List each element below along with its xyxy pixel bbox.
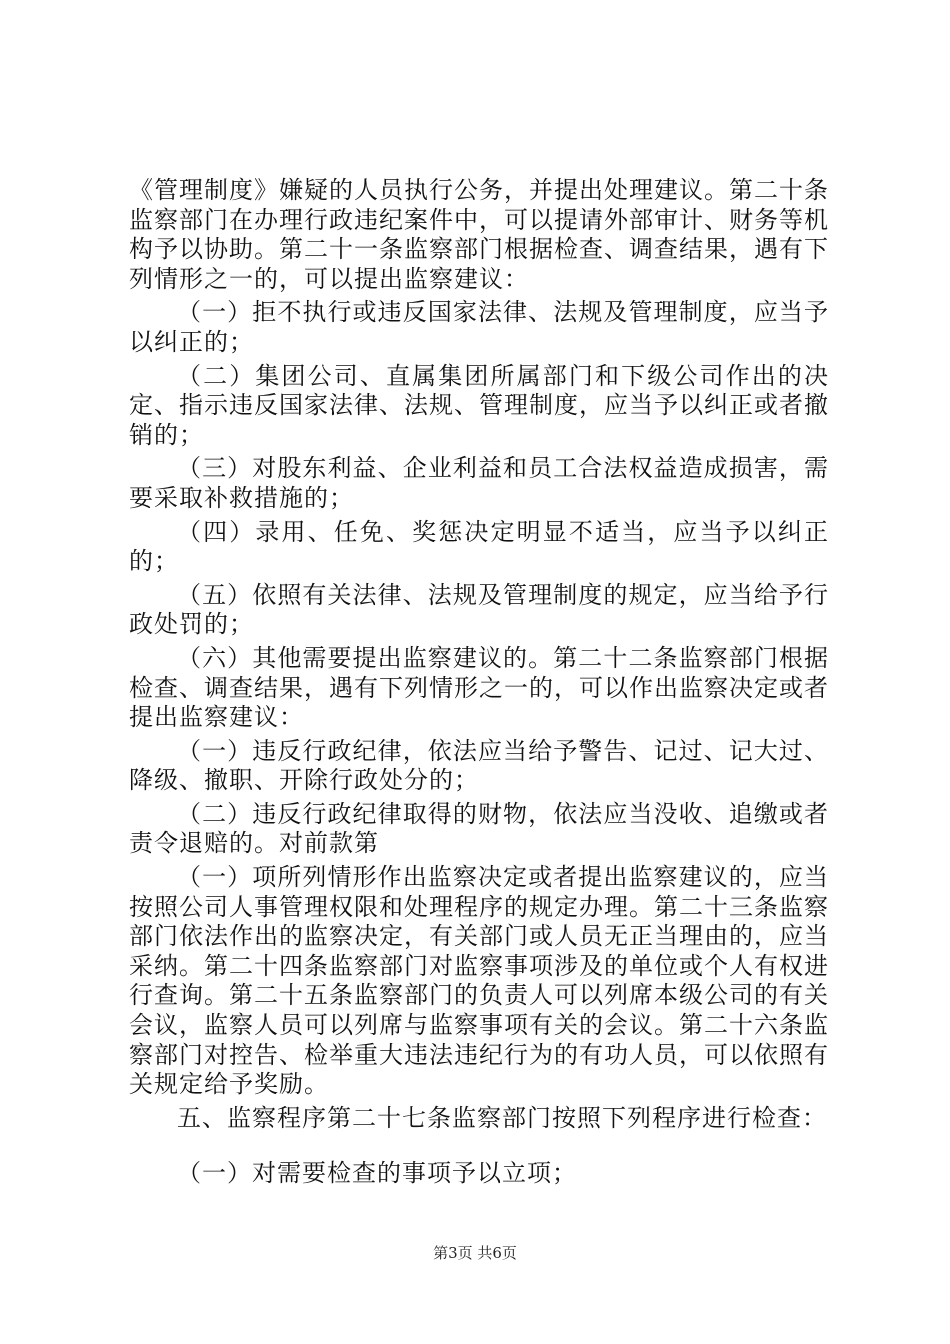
paragraph-item-6: （六）其他需要提出监察建议的。第二十二条监察部门根据检查、调查结果，遇有下列情形之一的，可以作出监察决定或者提出监察建议： <box>129 643 829 732</box>
paragraph-item-2: （二）集团公司、直属集团所属部门和下级公司作出的决定、指示违反国家法律、法规、管理制度，应当予以纠正或者撤销的； <box>129 361 829 449</box>
paragraph-item-4: （四）录用、任免、奖惩决定明显不适当，应当予以纠正的； <box>129 517 829 576</box>
paragraph-sub-item-1: （一）违反行政纪律，依法应当给予警告、记过、记大过、降级、撤职、开除行政处分的； <box>129 736 829 795</box>
page-footer: 第3页 共6页 <box>433 1244 517 1262</box>
paragraph-sub-item-continuation: （一）项所列情形作出监察决定或者提出监察建议的，应当按照公司人事管理权限和处理程序的规定办理。第二十三条监察部门依法作出的监察决定，有关部门或人员无正当理由的，应当采纳。第二十四条监察部门对监察事项涉及的单位或个人有权进行查询。第二十五条监察部门的负责人可以列席本级公司的有关会议，监察人员可以列席与监察事项有关的会议。第二十六条监察部门对控告、检举重大违法违纪行为的有功人员，可以依照有关规定给予奖励。 <box>129 863 829 1099</box>
document-body <box>129 176 829 1189</box>
paragraph-item-3: （三）对股东利益、企业利益和员工合法权益造成损害，需要采取补救措施的； <box>129 454 829 512</box>
paragraph-item-1: （一）拒不执行或违反国家法律、法规及管理制度，应当予以纠正的； <box>129 298 829 356</box>
paragraph-item-5: （五）依照有关法律、法规及管理制度的规定，应当给予行政处罚的； <box>129 580 829 639</box>
paragraph-section-five: 五、监察程序第二十七条监察部门按照下列程序进行检查： <box>177 1103 827 1132</box>
paragraph-sub-item-2: （二）违反行政纪律取得的财物，依法应当没收、追缴或者责令退赔的。对前款第 <box>129 799 829 858</box>
paragraph-intro: 《管理制度》嫌疑的人员执行公务，并提出处理建议。第二十条监察部门在办理行政违纪案件中，可以提请外部审计、财务等机构予以协助。第二十一条监察部门根据检查、调查结果，遇有下列情形之一的，可以提出监察建议： <box>129 176 829 293</box>
paragraph-procedure-item-1: （一）对需要检查的事项予以立项； <box>177 1159 577 1188</box>
